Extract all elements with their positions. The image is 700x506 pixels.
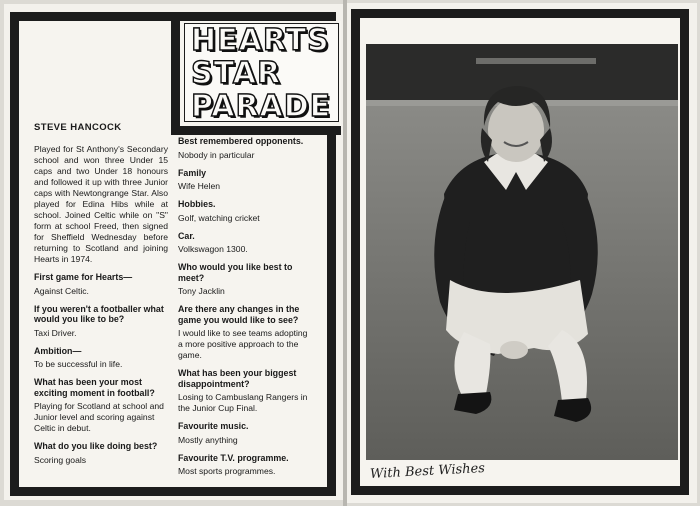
title-line-3: PARADE: [191, 89, 332, 124]
signature: With Best Wishes: [369, 461, 486, 482]
question: Are there any changes in the game you would like to see?: [178, 304, 300, 325]
question: Who would you like best to meet?: [178, 262, 293, 283]
answer: Most sports programmes.: [178, 466, 276, 476]
right-page-frame: [351, 9, 689, 495]
question: Favourite T.V. programme.: [178, 452, 289, 463]
qa-list-left: [34, 272, 168, 466]
left-column: [34, 122, 168, 473]
question: If you weren't a footballer what would you like to be?: [34, 303, 164, 324]
question: What has been your biggest disappointment?: [178, 368, 297, 389]
right-page: [347, 3, 697, 503]
answer: Taxi Driver.: [34, 327, 77, 338]
player-photo: [366, 44, 678, 460]
question: Hobbies.: [178, 199, 216, 209]
answer: Scoring goals: [34, 454, 87, 465]
player-bio: Played for St Anthony's Secondary school and won three Under 15 caps and two Under 18 honours and followed it up with three Junior caps with Newtongrange Star. Also played for Edina Hibs while at school. Joined Celtic while on "S" form at school Freed, then signed for Sheffield Wednesday before returning to Scotland and joining Hearts in 1974.: [34, 144, 168, 264]
player-name: STEVE HANCOCK: [34, 122, 122, 133]
answer: Against Celtic.: [34, 285, 89, 296]
answer: Golf, watching cricket: [178, 212, 260, 223]
title-box: [171, 21, 341, 135]
title-line-2: STAR: [191, 56, 282, 91]
answer: Nobody in particular: [178, 149, 255, 160]
answer: Volkswagon 1300.: [178, 244, 248, 254]
question: What has been your most exciting moment in football?: [34, 377, 155, 398]
question: What do you like doing best?: [34, 441, 158, 451]
answer: I would like to see teams adopting a more positive approach to the game.: [178, 328, 308, 360]
article-content: [34, 122, 334, 492]
question: First game for Hearts—: [34, 272, 133, 282]
answer: To be successful in life.: [34, 359, 123, 369]
answer: Tony Jacklin: [178, 286, 225, 296]
question: Family: [178, 167, 207, 178]
question: Ambition—: [34, 345, 82, 356]
title-inner: [184, 23, 339, 122]
qa-list-right: [178, 136, 312, 477]
question: Car.: [178, 230, 195, 241]
left-page: [4, 4, 344, 500]
answer: Losing to Cambuslang Rangers in the Junior Cup Final.: [178, 392, 308, 413]
answer: Wife Helen: [178, 181, 221, 191]
right-column: [178, 136, 312, 484]
title-line-1: HEARTS: [191, 23, 330, 58]
question: Favourite music.: [178, 421, 249, 431]
answer: Mostly anything: [178, 434, 238, 445]
answer: Playing for Scotland at school and Junior level and scoring against Celtic in debut.: [34, 401, 164, 433]
player-photo-illustration: [366, 44, 678, 460]
question: Best remembered opponents.: [178, 136, 304, 146]
